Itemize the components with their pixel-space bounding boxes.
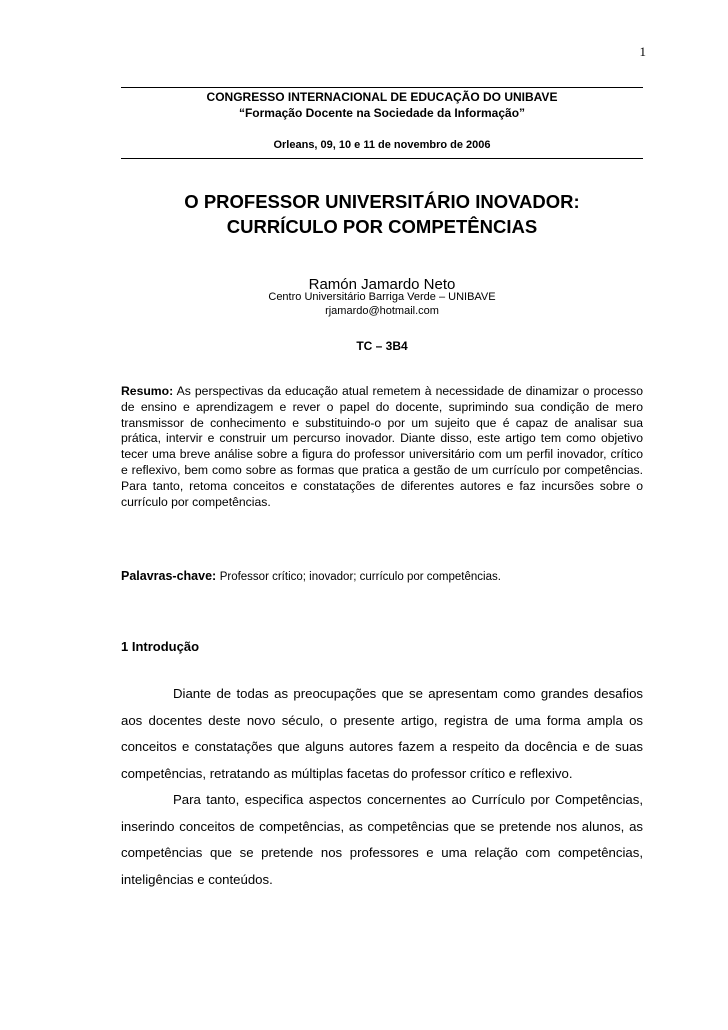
header-top-rule bbox=[121, 87, 643, 88]
keywords-text: Professor crítico; inovador; currículo por competências. bbox=[219, 571, 501, 583]
section-heading: 1 Introdução bbox=[121, 639, 200, 654]
conference-date: Orleans, 09, 10 e 11 de novembro de 2006 bbox=[273, 139, 491, 151]
header-bottom-rule bbox=[121, 158, 643, 159]
author-name: Ramón Jamardo Neto bbox=[308, 276, 456, 293]
keywords bbox=[121, 569, 643, 583]
abstract-label: Resumo: bbox=[121, 384, 174, 398]
abstract bbox=[121, 384, 643, 510]
paragraph: Para tanto, especifica aspectos concernentes ao Currículo por Competências, inserindo conceitos de competências, as competências que se pretende nos alunos, as competências que se pretende nos professores e uma relação com competências, inteligências e conteúdos. bbox=[121, 792, 643, 887]
conference-name: CONGRESSO INTERNACIONAL DE EDUCAÇÃO DO UNIBAVE bbox=[206, 90, 558, 104]
paper-title-line2: CURRÍCULO POR COMPETÊNCIAS bbox=[226, 216, 538, 237]
paper-code: TC – 3B4 bbox=[356, 339, 408, 353]
paper-title-line1: O PROFESSOR UNIVERSITÁRIO INOVADOR: bbox=[184, 191, 580, 212]
author-email: rjamardo@hotmail.com bbox=[325, 305, 439, 317]
page-number: 1 bbox=[639, 44, 646, 59]
abstract-text: As perspectivas da educação atual remetem à necessidade de dinamizar o processo de ensino e aprendizagem e rever o papel do docente, suprimindo sua condição de mero transmissor de conhecimento e substituindo-o por um sujeito que é capaz de analisar sua prática, intervir e construir um percurso inovador. Diante disso, este artigo tem como objetivo tecer uma breve análise sobre a figura do professor universitário com um perfil inovador, crítico e reflexivo, bem como sobre as formas que pratica a gestão de um currículo por competências. Para tanto, retoma conceitos e constatações de diferentes autores e faz incursões sobre o currículo por competências. bbox=[121, 384, 643, 509]
keywords-label: Palavras-chave: bbox=[121, 569, 217, 583]
section-body bbox=[121, 681, 643, 893]
paragraph: Diante de todas as preocupações que se apresentam como grandes desafios aos docentes deste novo século, o presente artigo, registra de uma forma ampla os conceitos e constatações que alguns autores fazem a respeito da docência e de suas competências, retratando as múltiplas facetas do professor crítico e reflexivo. bbox=[121, 686, 643, 781]
author-institution: Centro Universitário Barriga Verde – UNIBAVE bbox=[268, 291, 496, 303]
conference-theme: “Formação Docente na Sociedade da Informação” bbox=[238, 106, 526, 120]
